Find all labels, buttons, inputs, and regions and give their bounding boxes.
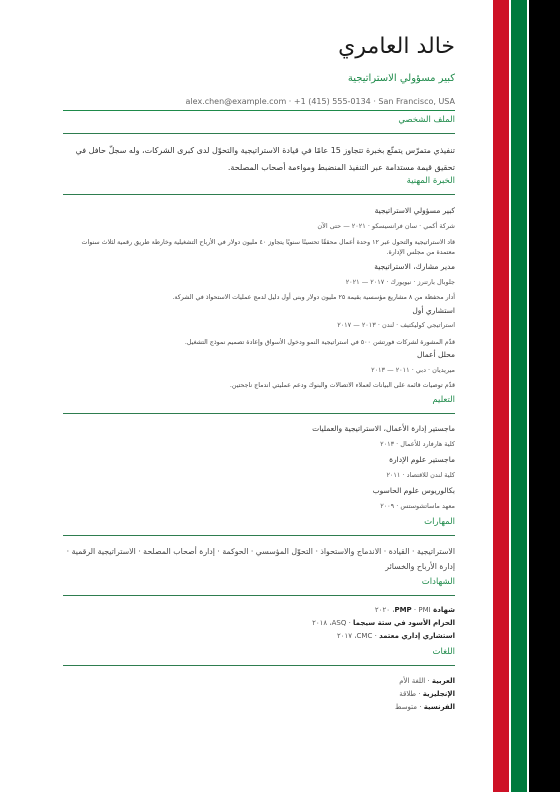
certification-item — [312, 619, 455, 627]
certification-item — [337, 632, 455, 640]
job-meta: ميريديان · دبي · ٢٠١١ — ٢٠١٣ — [371, 366, 455, 374]
job-role: محلل أعمال — [416, 350, 455, 359]
job-role: كبير مسؤولي الاستراتيجية — [374, 206, 455, 215]
divider — [63, 110, 455, 111]
candidate-title: كبير مسؤولي الاستراتيجية — [347, 73, 455, 84]
divider — [63, 595, 455, 596]
language-name: العربية — [431, 677, 455, 685]
degree-meta: كلية هارفارد للأعمال · ٢٠١٣ — [380, 440, 455, 448]
job-role: مدير مشارك، الاستراتيجية — [374, 262, 455, 271]
stripe-red — [493, 0, 509, 792]
contact-line: alex.chen@example.com · +1 (415) 555-0134 · San Francisco, USA — [185, 97, 455, 106]
degree-meta: كلية لندن للاقتصاد · ٢٠١١ — [386, 471, 455, 479]
certification-name: استشاري إداري معتمد — [379, 632, 455, 640]
job-meta: جلوبال بارتنرز · نيويورك · ٢٠١٧ — ٢٠٢١ — [345, 278, 455, 286]
language-item — [399, 690, 455, 698]
divider — [63, 133, 455, 134]
section-heading-certifications: الشهادات — [421, 577, 455, 587]
candidate-name: خالد العامري — [338, 34, 455, 59]
language-item — [399, 677, 455, 685]
divider — [63, 194, 455, 195]
language-level: · طلاقة — [399, 690, 423, 698]
certification-name: شهادة PMP — [394, 606, 455, 614]
divider — [63, 413, 455, 414]
certification-meta: · PMI، ٢٠٢٠ — [374, 606, 431, 614]
section-heading-education: التعليم — [432, 395, 455, 405]
section-heading-experience: الخبرة المهنية — [406, 176, 455, 186]
language-name: الفرنسية — [423, 703, 455, 711]
skills-list: الاستراتيجية · القيادة · الاندماج والاستحواذ · التحوّل المؤسسي · الحوكمة · إدارة أصحاب المصلحة · الاستراتيجية الرقمية · إدارة الأرباح والخسائر — [66, 547, 455, 571]
degree: بكالوريوس علوم الحاسوب — [372, 486, 455, 495]
stripe-green — [511, 0, 527, 792]
job-description: قدّم المشورة لشركات فورتشن ٥٠٠ في استراتيجية النمو ودخول الأسواق وإعادة تصميم نموذج التشغيل. — [184, 339, 455, 346]
language-item — [395, 703, 455, 711]
job-meta: شركة أكمي · سان فرانسيسكو · ٢٠٢١ — حتى الآن — [317, 222, 455, 230]
profile-summary: تنفيذي متمرّس يتمتّع بخبرة تتجاوز 15 عامًا في قيادة الاستراتيجية والتحوّل لدى كبرى الشركات، وله سجلّ حافل في تحقيق قيمة مستدامة عبر التنفيذ المنضبط ومواءمة أصحاب المصلحة. — [75, 146, 455, 172]
degree: ماجستير إدارة الأعمال، الاستراتيجية والعمليات — [312, 424, 455, 433]
flag-stripes — [493, 0, 560, 792]
job-role: استشاري أول — [412, 306, 455, 315]
language-level: · متوسط — [395, 703, 424, 711]
degree-meta: معهد ماساتشوستس · ٢٠٠٩ — [380, 502, 455, 510]
job-description: قاد الاستراتيجية والتحول عبر ١٢ وحدة أعمال محققًا تحسينًا سنويًا يتجاوز ٤٠ مليون دولار في الأرباح التشغيلية وخارطة طريق رقمية لثلاث سنوات معتمدة من مجلس الإدارة. — [81, 239, 455, 256]
job-meta: استراتيجي كوليكتيف · لندن · ٢٠١٣ — ٢٠١٧ — [337, 321, 455, 329]
divider — [63, 665, 455, 666]
certification-item — [375, 606, 455, 614]
certification-meta: · ASQ، ٢٠١٨ — [312, 619, 354, 627]
certification-name: الحزام الأسود في ستة سيجما — [353, 619, 455, 627]
job-description: أدار محفظة من ٨ مشاريع مؤسسية بقيمة ٢٥ مليون دولار وبنى أول دليل لدمج عمليات الاستحواذ في الشركة. — [172, 294, 455, 301]
stripe-black — [529, 0, 560, 792]
job-description: قدّم توصيات قائمة على البيانات لعملاء الاتصالات والبنوك ودعم عمليتي اندماج ناجحتين. — [229, 382, 455, 389]
degree: ماجستير علوم الإدارة — [389, 455, 455, 464]
language-name: الإنجليزية — [422, 690, 455, 698]
section-heading-languages: اللغات — [432, 647, 455, 657]
section-heading-skills: المهارات — [424, 517, 455, 527]
section-heading-profile: الملف الشخصي — [398, 115, 455, 125]
language-level: · اللغة الأم — [399, 677, 432, 685]
divider — [63, 535, 455, 536]
certification-meta: · CMC، ٢٠١٧ — [337, 632, 380, 640]
